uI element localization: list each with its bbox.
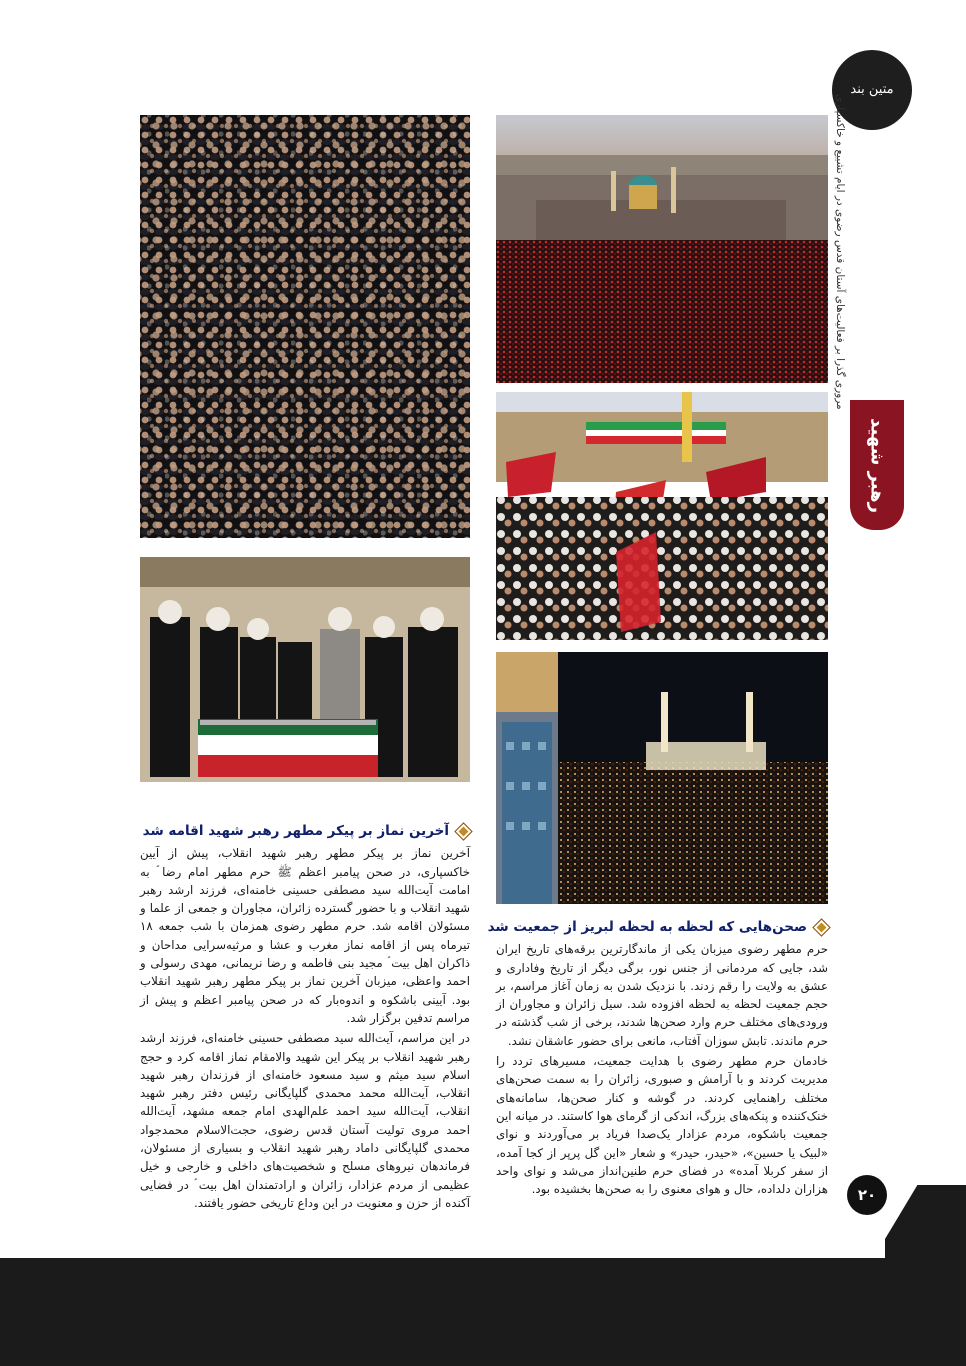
logo-text: متین بند	[850, 81, 894, 97]
left-article-paragraph-1: آخرین نماز بر پیکر مطهر رهبر شهید انقلاب، پیش از آیین خاکسپاری، در صحن پیامبر اعظم ﷺ حرم مطهر امام رضا ؑ به امامت آیت‌الله سید مصطفی حسینی خامنه‌ای، فرزند ارشد رهبر شهید انقلاب و با حضور گسترده زائران، مجاوران و جمعی از علما و مسئولان اقامه شد. حرم مطهر رضوی همزمان با شب جمعه ۱۸ تیرماه پس از اقامه نماز مغرب و عشا و مرثیه‌سرایی مداحان و ذاکران اهل بیت ؑ مجید بنی فاطمه و رضا نریمانی، مهدی رسولی و احمد واعظی، میزبان آخرین نماز بر پیکر مطهر رهبر شهید انقلاب بود. آیینی باشکوه و اندوه‌بار که در صحن پیامبر اعظم و پیش از مراسم تدفین برگزار شد.	[140, 846, 470, 1025]
flags-crowd-photo	[496, 392, 828, 640]
footer-band	[0, 1258, 966, 1366]
left-article	[140, 822, 470, 1254]
right-article	[487, 918, 828, 1254]
funeral-prayer-photo	[140, 557, 470, 782]
crowd-photo	[140, 115, 470, 538]
side-caption: مروری گذرا بر فعالیت‌های آستان قدس رضوی در ایام تشییع و خاکسپاری	[834, 94, 846, 410]
page-number: ۲۰	[847, 1175, 887, 1215]
night-haram-photo	[496, 652, 828, 904]
diamond-bullet-icon	[454, 822, 472, 840]
right-article-paragraph-1: حرم مطهر رضوی میزبان یکی از ماندگارترین برقه‌های تاریخ ایران شد، جایی که مردمانی از جنس نور، برگی دیگر از تاریخ وفاداری و عشق به ولایت را رقم زدند. با نزدیک شدن به زمان آغاز مراسم، بر حجم جمعیت لحظه به لحظه افزوده شد. سیل زائران و مجاوران از ورودی‌های مختلف حرم وارد صحن‌ها شدند، برخی از شب گذشته در حرم ماندند. تابش سوزان آفتاب، مانعی برای حضور عاشقان نشد.	[496, 942, 828, 1048]
right-article-paragraph-2: خادمان حرم مطهر رضوی با هدایت جمعیت، مسیرهای تردد را مدیریت کردند و با آرامش و صبوری، زائران را به سمت صحن‌های مختلف راهنمایی کردند. در گوشه و کنار صحن‌ها، سامانه‌های خنک‌کننده و پنکه‌های بزرگ، اندکی از گرمای هوا کاستند. در میانه این جمعیت باشکوه، مردم عزادار یک‌صدا فریاد بر می‌آوردند و نوای «لبیک یا حسین»، «حیدر، حیدر» و شعار «این گل پرپر از کجا آمده، از سفر کربلا آمده» در فضای حرم طنین‌انداز می‌شد و نوای واحد هزاران دلداده، حال و هوای معنوی را به صحن‌ها بخشیده بود.	[496, 1054, 828, 1197]
left-article-title: آخرین نماز بر پیکر مطهر رهبر شهید اقامه شد	[142, 823, 449, 839]
section-ribbon	[850, 400, 904, 530]
side-strip	[828, 0, 966, 1260]
diamond-bullet-icon	[812, 918, 830, 936]
ribbon-label: رهبر شهید	[866, 417, 888, 513]
haram-aerial-photo	[496, 115, 828, 383]
left-article-paragraph-2: در این مراسم، آیت‌الله سید مصطفی حسینی خامنه‌ای، فرزند ارشد رهبر شهید انقلاب بر پیکر این شهید والامقام نماز اقامه کرد و حجج اسلام سید میثم و سید مسعود خامنه‌ای از فرزندان رهبر شهید انقلاب، آیت‌الله محمد محمدی گلپایگانی رئیس دفتر رهبر شهید انقلاب، آیت‌الله سید احمد علم‌الهدی امام جمعه مشهد، آیت‌الله احمد مروی تولیت آستان قدس رضوی، حجت‌الاسلام محمدجواد محمدی گلپایگانی داماد رهبر شهید انقلاب و بسیاری از مسئولان، فرماندهان نیروهای مسلح و شخصیت‌های داخلی و خارجی و خیل عظیمی از مردم عزادار، زائران و ارادتمندان اهل بیت ؑ در فضایی آکنده از حزن و معنویت در این وداع تاریخی حضور یافتند.	[140, 1031, 470, 1210]
right-article-title: صحن‌هایی که لحظه به لحظه لبریز از جمعیت شد	[487, 919, 807, 935]
right-article-heading	[487, 918, 828, 936]
left-article-heading	[140, 822, 470, 840]
